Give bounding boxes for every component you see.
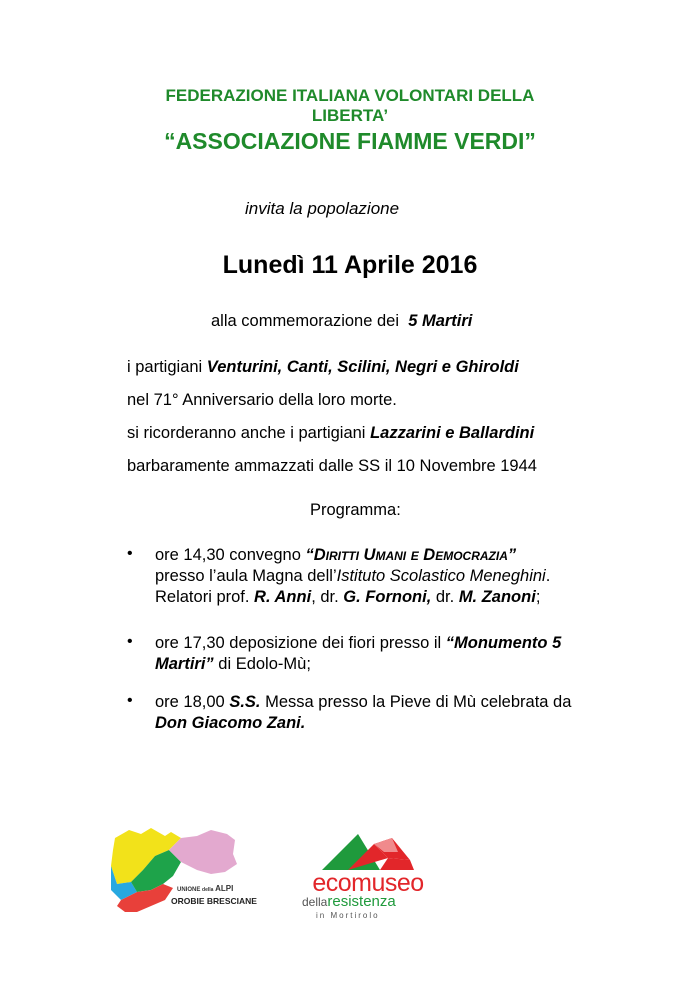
partisans-names: Venturini, Canti, Scilini, Negri [206,358,438,376]
program-title: Programma: [310,501,401,519]
item3-ss: S.S. [229,693,261,711]
unione-della: della [202,887,214,893]
association-name: “ASSOCIAZIONE FIAMME VERDI” [164,128,536,154]
item2-text: ore 17,30 deposizione dei fiori presso il [155,634,446,652]
item1-place: Istituto Scolastico Meneghini [336,567,546,585]
partisans-prefix: i partigiani [127,358,207,376]
federation-name-line2: LIBERTA’ [311,106,389,125]
also-remembered-prefix: si ricorderanno anche i partigiani [127,424,371,442]
ecomuseo-mountains-icon [320,830,416,874]
event-date: Lunedì 11 Aprile 2016 [222,251,478,279]
killed-line: barbaramente ammazzati dalle SS il 10 Novembre 1944 [127,457,537,475]
invitation-text: invita la popolazione [245,199,400,218]
ecomuseo-della: della [302,895,328,909]
partisans-last: Ghiroldi [455,358,519,376]
ecomuseo-resistenza-word: resistenza [327,893,396,910]
item1-title: “Diritti Umani e Democrazia” [305,546,517,564]
unione-alpi-logo [107,826,257,922]
ecomuseo-resistenza [302,894,396,910]
also-remembered-names: Lazzarini e Ballardini [370,424,535,442]
ecomuseo-logo [298,830,438,922]
item2-place-1: “Monumento 5 [445,634,562,652]
program-item-1-line1 [155,545,516,565]
item3-text: Messa presso la Pieve di Mù celebrata da [260,693,572,711]
partisans-line [127,357,519,377]
item3-celebrant: Don Giacomo Zani. [155,714,306,732]
commemoration-highlight: 5 Martiri [408,312,473,330]
anniversary-line: nel 71° Anniversario della loro morte. [127,391,397,409]
speakers-end: ; [535,588,541,606]
item1-line2-end: . [545,567,551,585]
bullet-1: • [127,545,133,562]
commemoration-line [211,311,472,331]
item1-line2-prefix: presso l’aula Magna dell’ [155,567,337,585]
speakers-prefix: Relatori prof. [155,588,255,606]
program-item-2-line1 [155,633,561,653]
item3-time: ore 18,00 [155,693,230,711]
speaker-sep-2: dr. [431,588,459,606]
unione-bottom-text: OROBIE BRESCIANE [171,896,257,906]
commemoration-prefix: alla commemorazione dei [211,312,400,330]
federation-name-line1: FEDERAZIONE ITALIANA VOLONTARI DELLA [165,86,535,105]
item1-time: ore 14,30 convegno [155,546,306,564]
ecomuseo-mortirolo: in Mortirolo [316,911,380,920]
program-item-2-line2 [155,654,311,674]
unione-word: UNIONE [177,887,201,893]
ecomuseo-word: ecomuseo [312,869,424,897]
speaker-2: G. Fornoni, [343,588,432,606]
partisans-conj: e [437,358,456,376]
speaker-3: M. Zanoni [458,588,536,606]
program-item-1-line2 [155,566,550,586]
unione-alpi-map-icon [107,826,257,922]
item2-end: di Edolo-Mù; [213,655,311,673]
program-item-3-line2 [155,713,305,733]
program-item-1-line3 [155,587,540,607]
unione-alpi: ALPI [215,884,234,893]
also-remembered-line [127,423,534,443]
item2-place-2: Martiri” [155,655,214,673]
speaker-sep-1: , dr. [311,588,344,606]
unione-small-text [177,884,233,893]
speaker-1: R. Anni [254,588,312,606]
program-item-3-line1 [155,692,571,712]
bullet-3: • [127,692,133,709]
bullet-2: • [127,633,133,650]
